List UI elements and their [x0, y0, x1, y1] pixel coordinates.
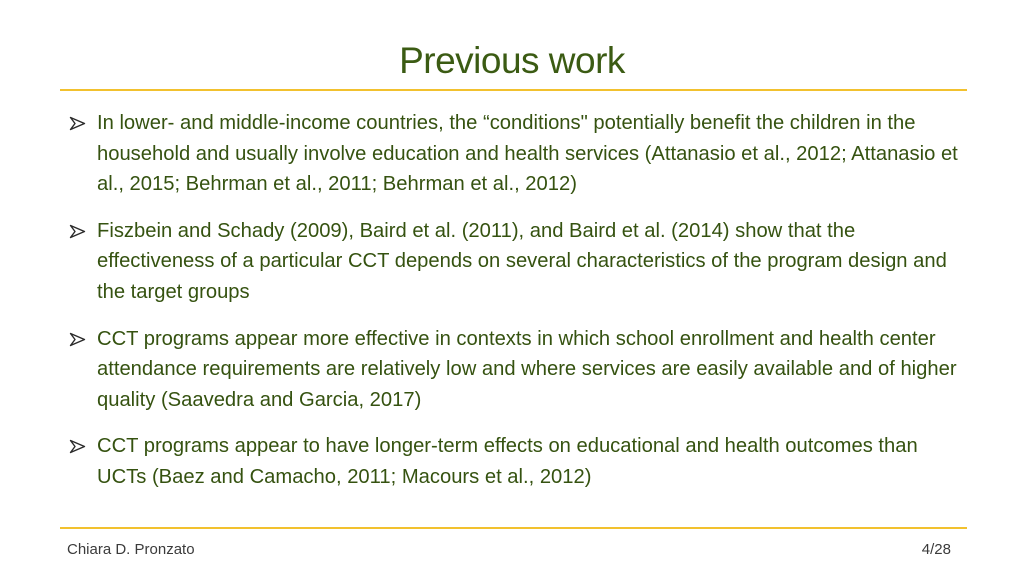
footer-author: Chiara D. Pronzato [67, 541, 195, 558]
bullet-text: Fiszbein and Schady (2009), Baird et al. (2011), and Baird et al. (2014) show that the effectiveness of a particular CCT depends on several characteristics of the program design and the target groups [97, 219, 947, 303]
bullet-text: In lower- and middle-income countries, the “conditions" potentially benefit the children in the household and usually involve education and health services (Attanasio et al., 2012; Attanasio et al., 2015; Behrman et al., 2011; Behrman et al., 2012) [97, 112, 958, 196]
bullet-item [68, 431, 968, 492]
title-divider [60, 89, 967, 91]
bullet-text: CCT programs appear to have longer-term effects on educational and health outcomes than UCTs (Baez and Camacho, 2011; Macours et al., 2012) [97, 435, 918, 488]
page-number: 4/28 [921, 541, 951, 558]
slide-title: Previous work [399, 40, 625, 81]
bullet-list [68, 108, 968, 509]
arrow-bullet-icon [69, 224, 86, 239]
arrow-bullet-icon [69, 439, 86, 454]
bullet-item [68, 324, 968, 416]
bullet-text: CCT programs appear more effective in contexts in which school enrollment and health center attendance requirements are relatively low and where services are easily available and of higher quality (Saavedra and Garcia, 2017) [97, 327, 957, 411]
arrow-bullet-icon [69, 332, 86, 347]
footer-divider [60, 527, 967, 529]
bullet-item [68, 216, 968, 308]
arrow-bullet-icon [69, 116, 86, 131]
bullet-item [68, 108, 968, 200]
